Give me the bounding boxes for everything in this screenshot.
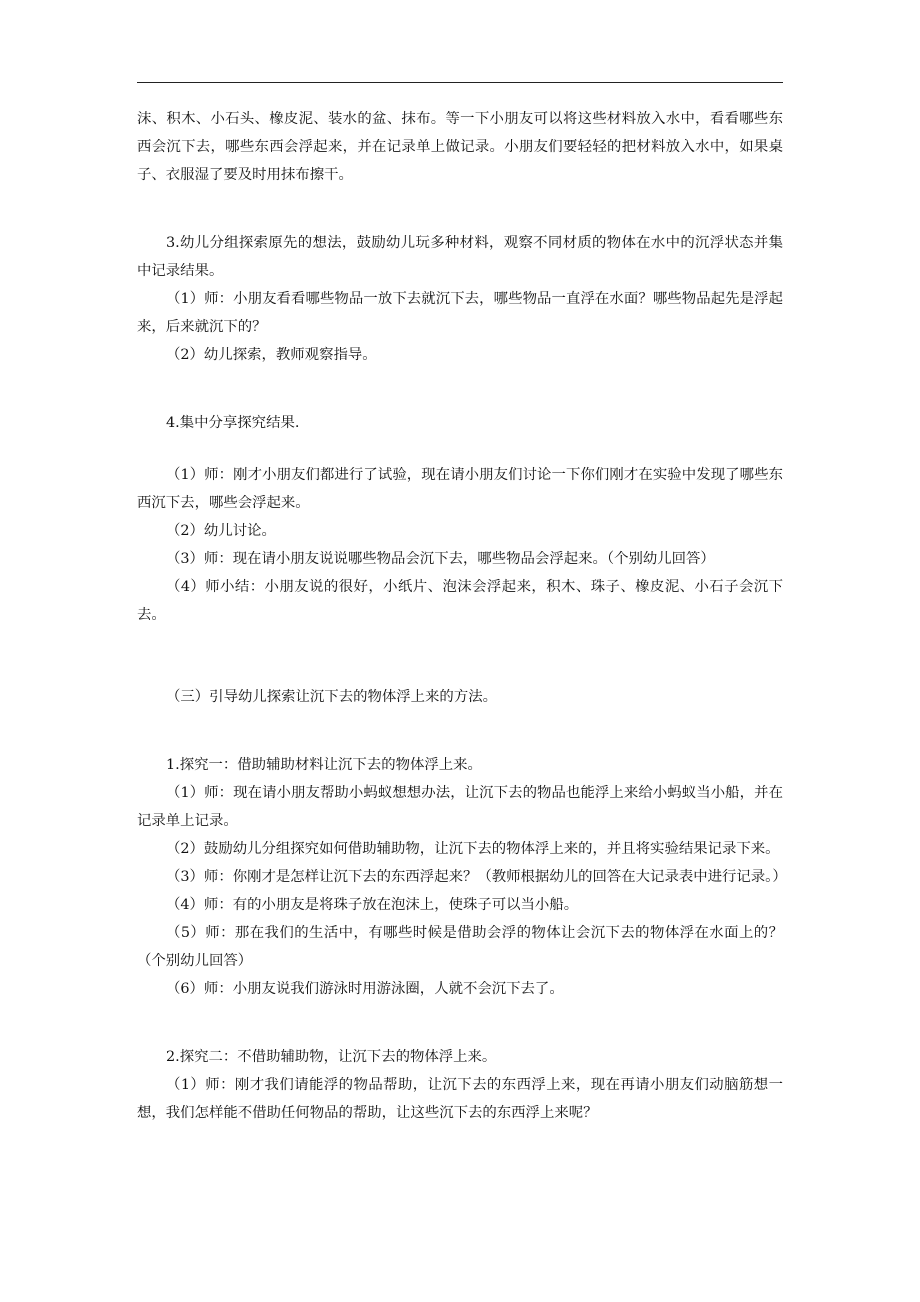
list-item: （5）师：那在我们的生活中，有哪些时候是借助会浮的物体让会沉下去的物体浮在水面上的？（个别幼儿回答） xyxy=(137,925,783,969)
list-item: （3）师：你刚才是怎样让沉下去的东西浮起来？（教师根据幼儿的回答在大记录表中进行记录。） xyxy=(166,869,787,885)
heading-step-4: 4.集中分享探究结果. xyxy=(166,415,300,431)
list-item: （6）师：小朋友说我们游泳时用游泳圈，人就不会沉下去了。 xyxy=(166,981,564,997)
list-item: （2）幼儿讨论。 xyxy=(166,523,276,539)
list-item: （2）鼓励幼儿分组探究如何借助辅助物，让沉下去的物体浮上来的，并且将实验结果记录下来。 xyxy=(166,841,780,857)
list-item: （4）师：有的小朋友是将珠子放在泡沫上，使珠子可以当小船。 xyxy=(166,897,579,913)
header-rule xyxy=(137,82,783,83)
section-heading-3: （三）引导幼儿探索让沉下去的物体浮上来的方法。 xyxy=(166,689,497,705)
heading-explore-2: 2.探究二：不借助辅助物，让沉下去的物体浮上来。 xyxy=(166,1049,497,1065)
list-item: （3）师：现在请小朋友说说哪些物品会沉下去，哪些物品会浮起来。（个别幼儿回答） xyxy=(166,551,715,567)
list-item: （1）师：刚才我们请能浮的物品帮助，让沉下去的东西浮上来，现在再请小朋友们动脑筋想一想，我们怎样能不借助任何物品的帮助，让这些沉下去的东西浮上来呢？ xyxy=(137,1077,783,1121)
list-item: （1）师：现在请小朋友帮助小蚂蚁想想办法，让沉下去的物品也能浮上来给小蚂蚁当小船，并在记录单上记录。 xyxy=(137,785,783,829)
paragraph-materials: 沫、积木、小石头、橡皮泥、装水的盆、抹布。等一下小朋友可以将这些材料放入水中，看看哪些东西会沉下去，哪些东西会浮起来，并在记录单上做记录。小朋友们要轻轻的把材料放入水中，如果桌子、衣服湿了要及时用抹布擦干。 xyxy=(137,111,783,183)
list-item: （4）师小结：小朋友说的很好，小纸片、泡沫会浮起来，积木、珠子、橡皮泥、小石子会沉下去。 xyxy=(137,579,783,623)
list-item: （1）师：刚才小朋友们都进行了试验，现在请小朋友们讨论一下你们刚才在实验中发现了哪些东西沉下去，哪些会浮起来。 xyxy=(137,467,783,511)
heading-step-3: 3.幼儿分组探索原先的想法，鼓励幼儿玩多种材料，观察不同材质的物体在水中的沉浮状态并集中记录结果。 xyxy=(137,235,783,279)
list-item: （2）幼儿探索，教师观察指导。 xyxy=(166,347,377,363)
list-item: （1）师：小朋友看看哪些物品一放下去就沉下去，哪些物品一直浮在水面？哪些物品起先是浮起来，后来就沉下的？ xyxy=(137,291,783,335)
heading-explore-1: 1.探究一：借助辅助材料让沉下去的物体浮上来。 xyxy=(166,757,482,773)
document-body xyxy=(137,105,787,1127)
